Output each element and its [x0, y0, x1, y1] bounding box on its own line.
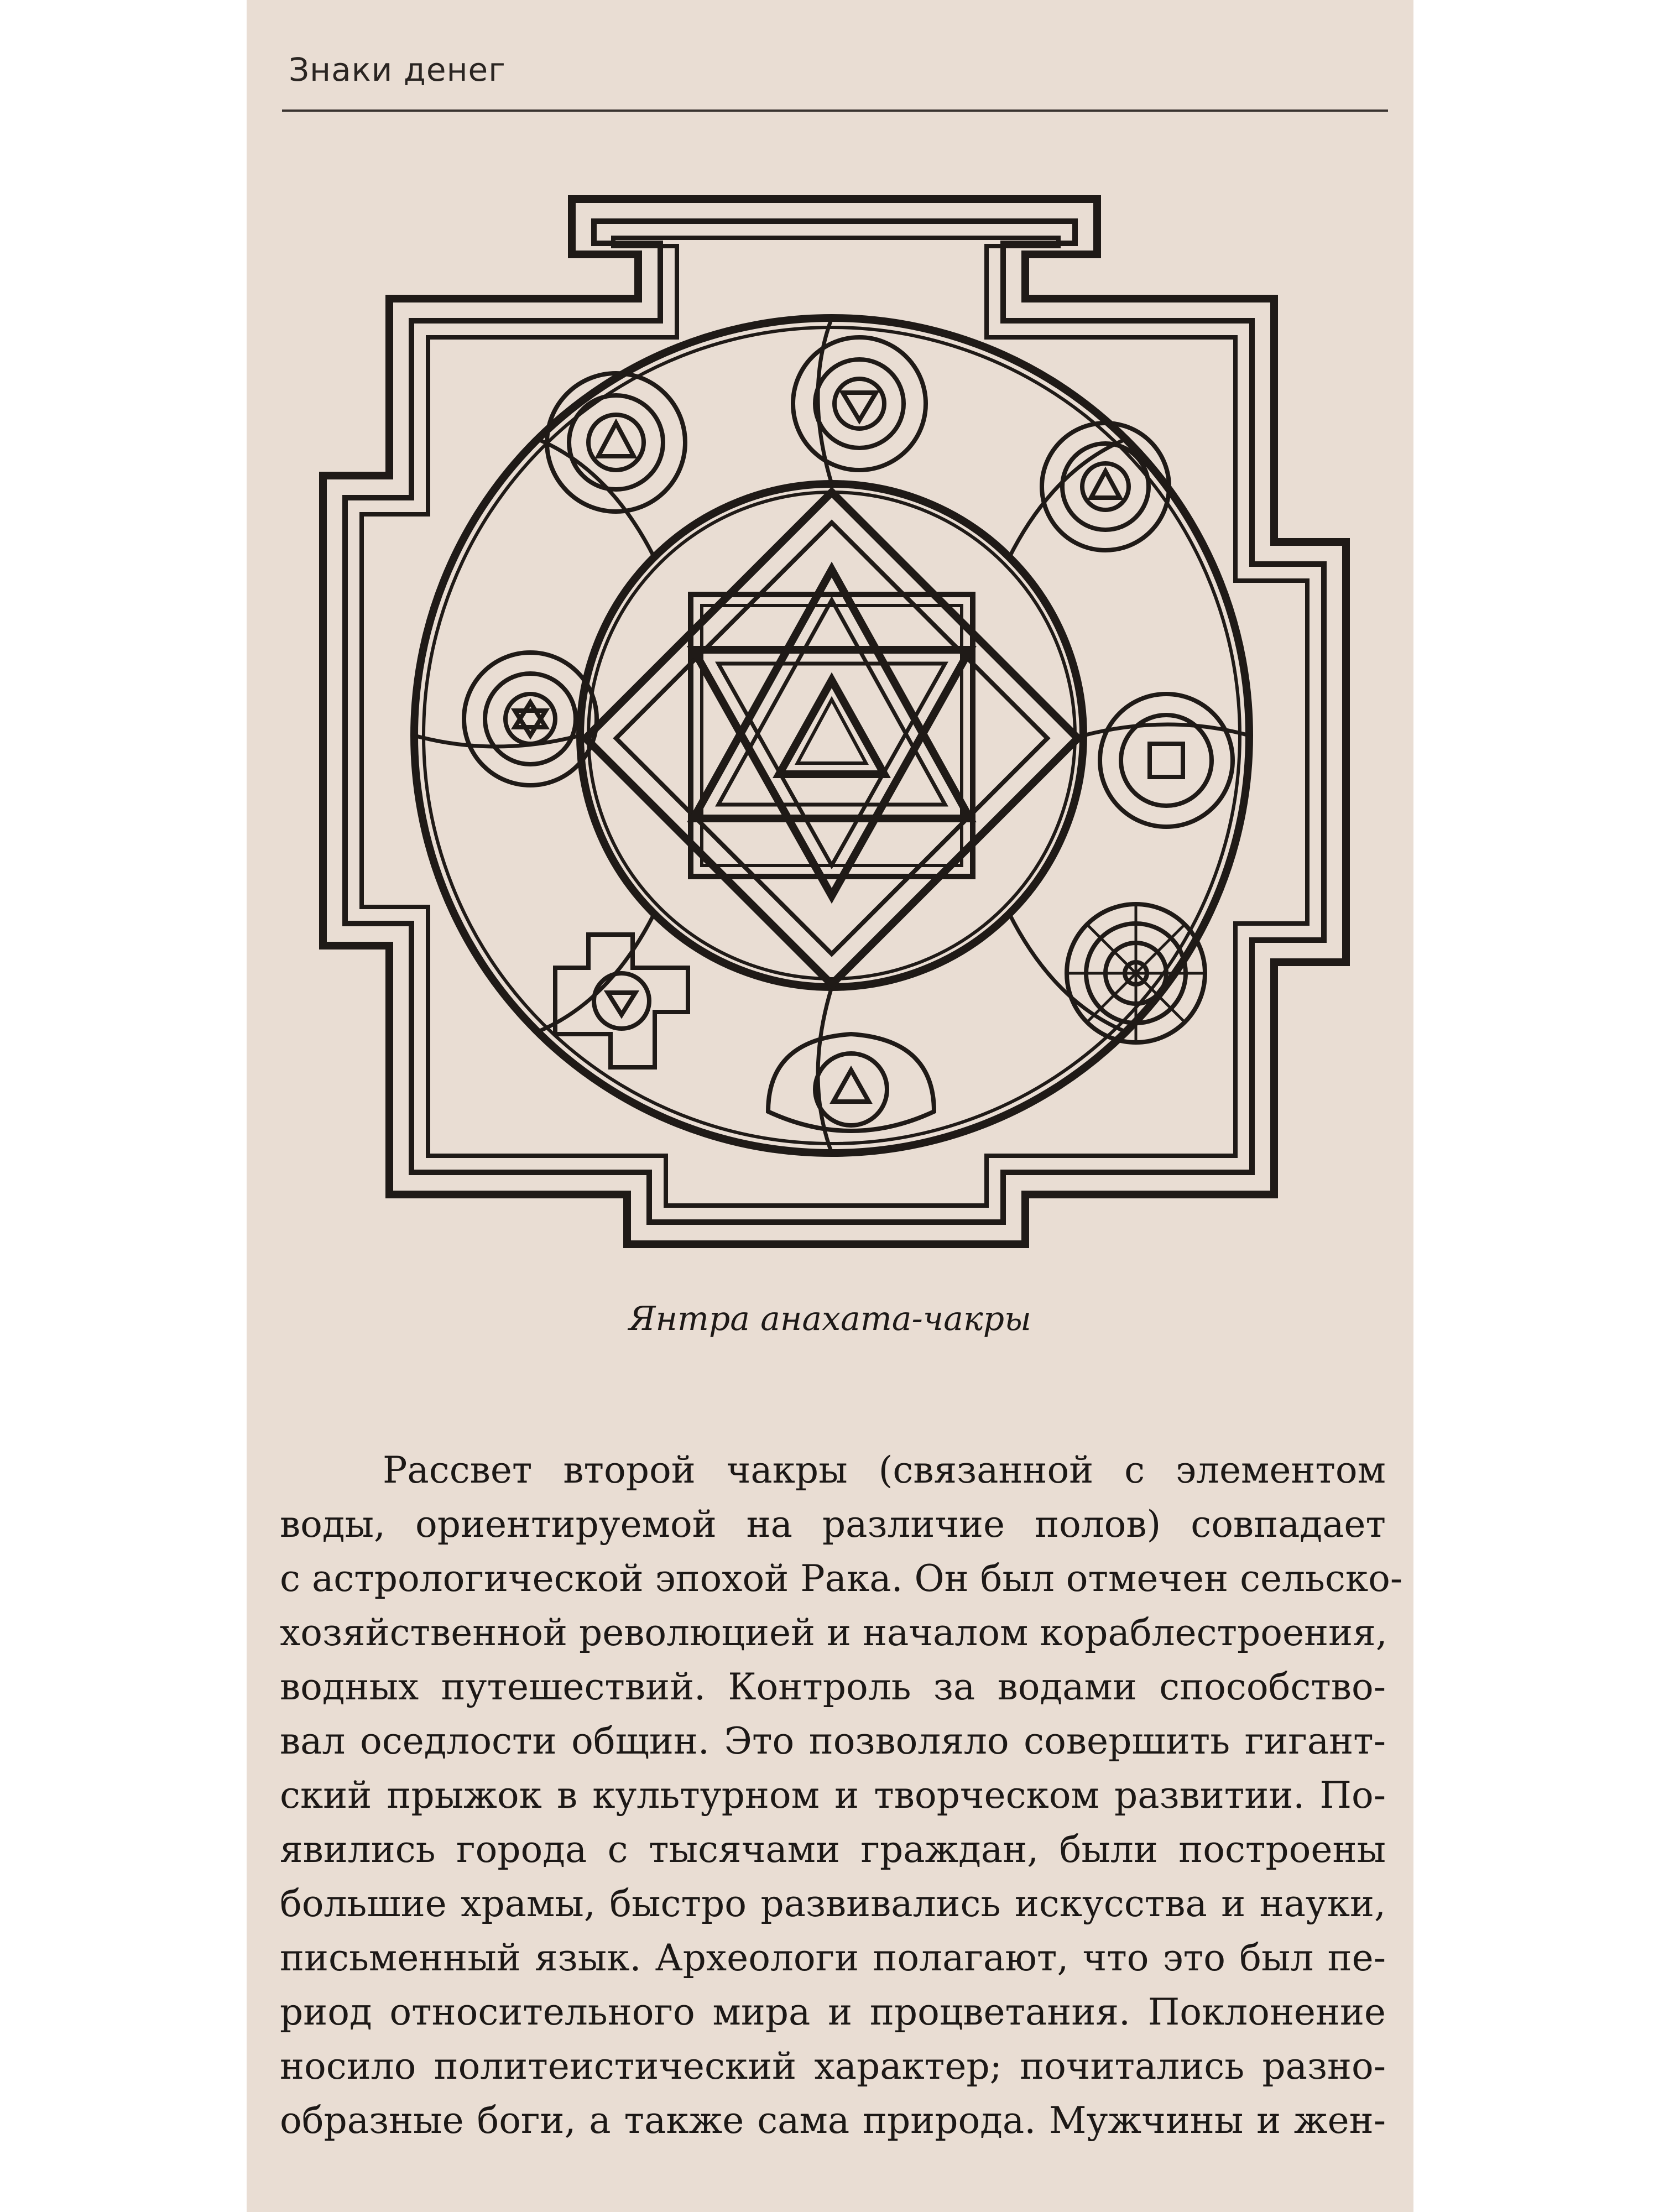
- text-line: образные боги, а также сама природа. Мужчины и жен-: [280, 2099, 1386, 2142]
- text-line: с астрологической эпохой Рака. Он был отмечен сельско-: [280, 1557, 1403, 1600]
- text-line: носило политеистический характер; почитались разно-: [280, 2045, 1386, 2088]
- text-line: риод относительного мира и процветания. Поклонение: [280, 1991, 1386, 2033]
- petal-ring: [414, 318, 1249, 1153]
- text-line: вал оседлости общин. Это позволяло совершить гигант-: [280, 1720, 1386, 1762]
- text-line: водных путешествий. Контроль за водами способство-: [280, 1666, 1386, 1708]
- text-line: воды, ориентируемой на различие полов) совпадает: [280, 1503, 1386, 1546]
- text-line: явились города с тысячами граждан, были построены: [280, 1828, 1386, 1871]
- book-page: [247, 0, 1413, 2212]
- text-line: большие храмы, быстро развивались искусства и науки,: [280, 1882, 1386, 1925]
- text-line: письменный язык. Археологи полагают, что это был пе-: [280, 1937, 1386, 1979]
- anahata-yantra-illustration: [306, 182, 1357, 1266]
- text-line: хозяйственной революцией и началом кораблестроения,: [280, 1611, 1387, 1654]
- text-line: ский прыжок в культурном и творческом развитии. По-: [280, 1774, 1386, 1817]
- running-head: Знаки денег: [289, 51, 506, 88]
- body-paragraph: [280, 1443, 1403, 2148]
- header-rule: [282, 109, 1388, 112]
- text-line: Рассвет второй чакры (связанной с элементом: [383, 1449, 1386, 1491]
- figure-caption: Янтра анахата-чакры: [629, 1300, 1031, 1338]
